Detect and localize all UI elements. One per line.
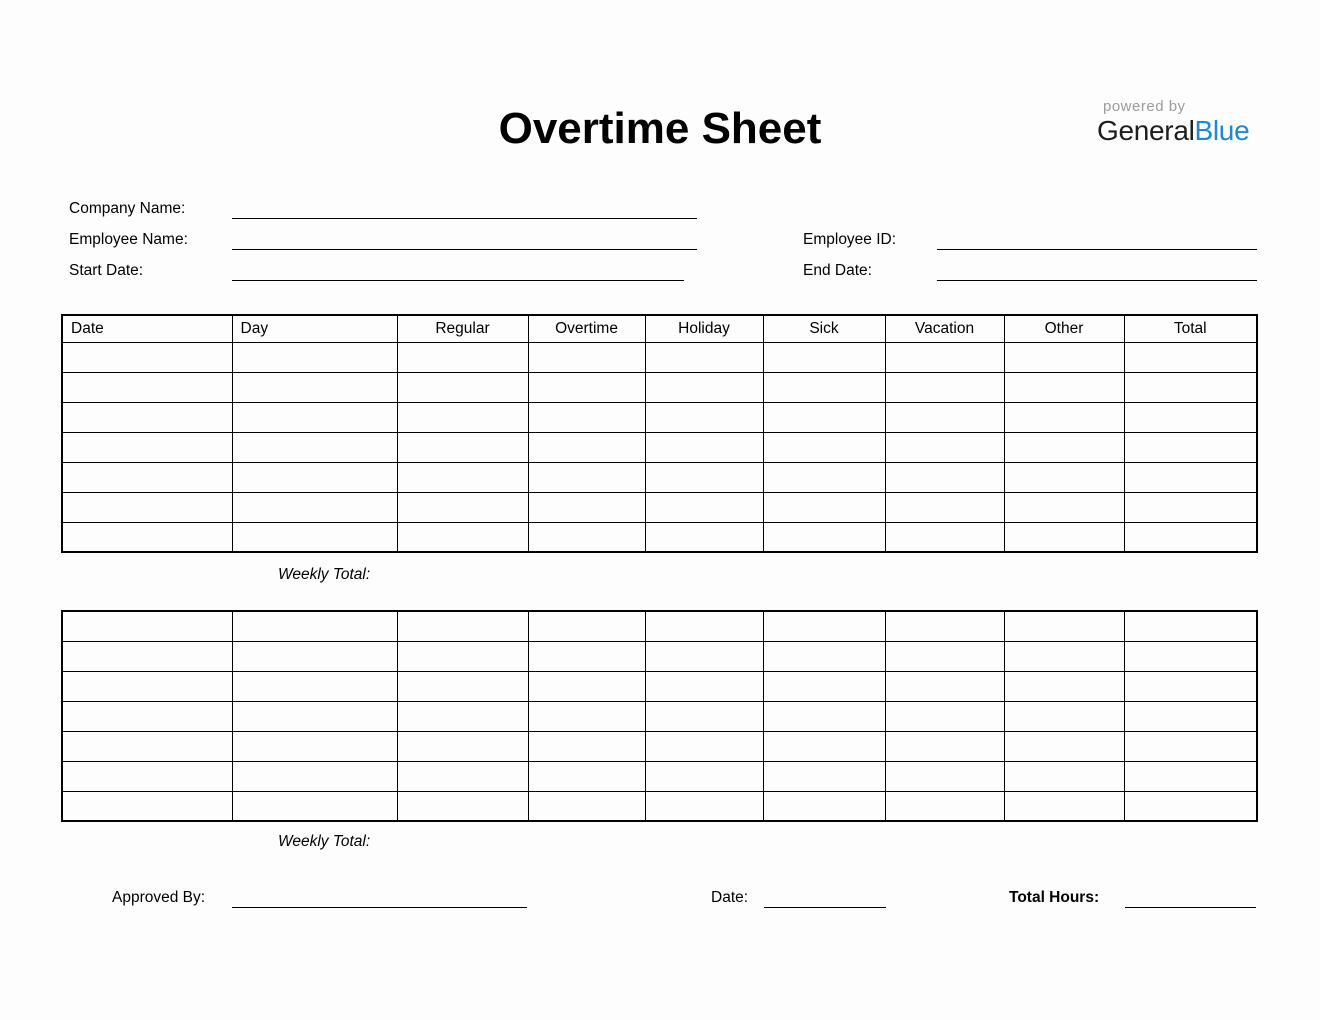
timesheet-cell[interactable] — [397, 641, 528, 671]
timesheet-cell[interactable] — [645, 372, 763, 402]
timesheet-cell[interactable] — [62, 791, 232, 821]
timesheet-cell[interactable] — [763, 611, 885, 641]
timesheet-cell[interactable] — [62, 402, 232, 432]
total-hours-label: Total Hours: — [1009, 889, 1100, 906]
timesheet-cell[interactable] — [62, 462, 232, 492]
timesheet-cell[interactable] — [528, 641, 645, 671]
start-date-input-line[interactable] — [232, 265, 684, 281]
approved-by-label: Approved By: — [112, 889, 206, 906]
timesheet-cell[interactable] — [232, 492, 397, 522]
timesheet-cell[interactable] — [1004, 671, 1124, 701]
footer-date-label: Date: — [711, 889, 749, 906]
timesheet-table-week2 — [61, 610, 1258, 822]
timesheet-cell[interactable] — [645, 701, 763, 731]
timesheet-cell[interactable] — [763, 761, 885, 791]
timesheet-cell[interactable] — [232, 611, 397, 641]
timesheet-row — [62, 342, 1257, 372]
timesheet-cell[interactable] — [397, 342, 528, 372]
timesheet-cell[interactable] — [763, 731, 885, 761]
timesheet-cell[interactable] — [62, 731, 232, 761]
timesheet-cell[interactable] — [62, 761, 232, 791]
timesheet-cell[interactable] — [1004, 731, 1124, 761]
timesheet-cell[interactable] — [397, 462, 528, 492]
timesheet-cell[interactable] — [885, 402, 1004, 432]
timesheet-cell[interactable] — [763, 791, 885, 821]
timesheet-cell[interactable] — [62, 701, 232, 731]
timesheet-cell[interactable] — [1124, 492, 1257, 522]
timesheet-row — [62, 372, 1257, 402]
timesheet-row — [62, 641, 1257, 671]
timesheet-row — [62, 701, 1257, 731]
timesheet-cell[interactable] — [232, 372, 397, 402]
timesheet-table-week1 — [61, 314, 1258, 553]
timesheet-cell[interactable] — [885, 372, 1004, 402]
timesheet-cell[interactable] — [885, 731, 1004, 761]
timesheet-cell[interactable] — [763, 671, 885, 701]
timesheet-cell[interactable] — [528, 462, 645, 492]
timesheet-cell[interactable] — [232, 791, 397, 821]
timesheet-cell[interactable] — [397, 402, 528, 432]
timesheet-row — [62, 462, 1257, 492]
timesheet-cell[interactable] — [1004, 522, 1124, 552]
timesheet-cell[interactable] — [62, 641, 232, 671]
timesheet-cell[interactable] — [645, 791, 763, 821]
employee-id-label: Employee ID: — [803, 231, 897, 248]
timesheet-cell[interactable] — [528, 791, 645, 821]
timesheet-cell[interactable] — [528, 761, 645, 791]
timesheet-cell[interactable] — [232, 462, 397, 492]
timesheet-cell[interactable] — [1124, 522, 1257, 552]
brand-name — [1097, 115, 1257, 147]
timesheet-header-row — [62, 315, 1257, 342]
timesheet-cell[interactable] — [885, 342, 1004, 372]
column-header-sick: Sick — [763, 315, 885, 342]
timesheet-cell[interactable] — [1124, 701, 1257, 731]
timesheet-cell[interactable] — [397, 701, 528, 731]
timesheet-cell[interactable] — [232, 342, 397, 372]
column-header-day: Day — [232, 315, 397, 342]
timesheet-cell[interactable] — [1004, 611, 1124, 641]
timesheet-row — [62, 522, 1257, 552]
timesheet-cell[interactable] — [1124, 402, 1257, 432]
timesheet-cell[interactable] — [528, 701, 645, 731]
timesheet-cell[interactable] — [645, 462, 763, 492]
page-title: Overtime Sheet — [498, 104, 822, 153]
timesheet-cell[interactable] — [645, 522, 763, 552]
timesheet-cell[interactable] — [232, 671, 397, 701]
timesheet-cell[interactable] — [528, 372, 645, 402]
start-date-label: Start Date: — [69, 262, 144, 279]
timesheet-cell[interactable] — [885, 611, 1004, 641]
timesheet-cell[interactable] — [62, 611, 232, 641]
timesheet-cell[interactable] — [1124, 731, 1257, 761]
timesheet-cell[interactable] — [885, 701, 1004, 731]
weekly-total-label-week2: Weekly Total: — [278, 833, 371, 850]
timesheet-cell[interactable] — [232, 432, 397, 462]
brand-general-text: General — [1097, 115, 1195, 146]
timesheet-cell[interactable] — [1004, 402, 1124, 432]
timesheet-cell[interactable] — [397, 492, 528, 522]
end-date-input-line[interactable] — [937, 265, 1257, 281]
timesheet-cell[interactable] — [232, 402, 397, 432]
timesheet-cell[interactable] — [528, 731, 645, 761]
timesheet-cell[interactable] — [1004, 492, 1124, 522]
timesheet-cell[interactable] — [645, 641, 763, 671]
timesheet-cell[interactable] — [62, 671, 232, 701]
column-header-total: Total — [1124, 315, 1257, 342]
timesheet-cell[interactable] — [763, 372, 885, 402]
timesheet-row — [62, 492, 1257, 522]
timesheet-cell[interactable] — [763, 701, 885, 731]
timesheet-cell[interactable] — [885, 671, 1004, 701]
timesheet-cell[interactable] — [397, 432, 528, 462]
timesheet-cell[interactable] — [885, 761, 1004, 791]
timesheet-cell[interactable] — [1004, 372, 1124, 402]
weekly-total-label-week1: Weekly Total: — [278, 566, 371, 583]
timesheet-cell[interactable] — [1004, 701, 1124, 731]
timesheet-cell[interactable] — [1124, 761, 1257, 791]
timesheet-cell[interactable] — [528, 522, 645, 552]
timesheet-cell[interactable] — [1124, 611, 1257, 641]
timesheet-cell[interactable] — [763, 342, 885, 372]
timesheet-cell[interactable] — [1004, 342, 1124, 372]
column-header-overtime: Overtime — [528, 315, 645, 342]
timesheet-cell[interactable] — [232, 701, 397, 731]
timesheet-cell[interactable] — [763, 402, 885, 432]
timesheet-cell[interactable] — [1124, 462, 1257, 492]
timesheet-cell[interactable] — [763, 641, 885, 671]
timesheet-cell[interactable] — [645, 671, 763, 701]
timesheet-row — [62, 432, 1257, 462]
timesheet-cell[interactable] — [645, 432, 763, 462]
column-header-other: Other — [1004, 315, 1124, 342]
timesheet-cell[interactable] — [885, 432, 1004, 462]
footer-date-input-line[interactable] — [764, 892, 886, 908]
timesheet-cell[interactable] — [763, 462, 885, 492]
timesheet-cell[interactable] — [885, 791, 1004, 821]
general-blue-logo — [1097, 98, 1257, 147]
timesheet-cell[interactable] — [1124, 372, 1257, 402]
approved-by-input-line[interactable] — [232, 892, 527, 908]
timesheet-cell[interactable] — [232, 641, 397, 671]
timesheet-cell[interactable] — [1004, 432, 1124, 462]
timesheet-cell[interactable] — [232, 522, 397, 552]
timesheet-cell[interactable] — [645, 611, 763, 641]
timesheet-row — [62, 761, 1257, 791]
timesheet-cell[interactable] — [397, 671, 528, 701]
timesheet-cell[interactable] — [62, 342, 232, 372]
total-hours-input-line[interactable] — [1125, 892, 1256, 908]
timesheet-cell[interactable] — [397, 372, 528, 402]
timesheet-cell[interactable] — [397, 731, 528, 761]
timesheet-cell[interactable] — [62, 492, 232, 522]
timesheet-cell[interactable] — [62, 372, 232, 402]
timesheet-cell[interactable] — [528, 492, 645, 522]
timesheet-cell[interactable] — [397, 522, 528, 552]
timesheet-cell[interactable] — [763, 432, 885, 462]
column-header-regular: Regular — [397, 315, 528, 342]
timesheet-cell[interactable] — [885, 462, 1004, 492]
timesheet-cell[interactable] — [1004, 761, 1124, 791]
timesheet-cell[interactable] — [62, 432, 232, 462]
timesheet-cell[interactable] — [397, 791, 528, 821]
timesheet-cell[interactable] — [1004, 641, 1124, 671]
timesheet-cell[interactable] — [763, 522, 885, 552]
timesheet-cell[interactable] — [1004, 462, 1124, 492]
column-header-date: Date — [62, 315, 232, 342]
timesheet-cell[interactable] — [232, 761, 397, 791]
timesheet-cell[interactable] — [232, 731, 397, 761]
employee-name-label: Employee Name: — [69, 231, 188, 248]
timesheet-row — [62, 611, 1257, 641]
employee-name-input-line[interactable] — [232, 234, 697, 250]
timesheet-cell[interactable] — [645, 342, 763, 372]
timesheet-row — [62, 791, 1257, 821]
timesheet-cell[interactable] — [645, 731, 763, 761]
timesheet-cell[interactable] — [763, 492, 885, 522]
timesheet-cell[interactable] — [1124, 432, 1257, 462]
timesheet-cell[interactable] — [528, 432, 645, 462]
timesheet-cell[interactable] — [645, 402, 763, 432]
powered-by-text: powered by — [1103, 98, 1186, 115]
timesheet-cell[interactable] — [885, 522, 1004, 552]
timesheet-cell[interactable] — [62, 522, 232, 552]
timesheet-cell[interactable] — [528, 402, 645, 432]
company-name-input-line[interactable] — [232, 203, 697, 219]
company-name-label: Company Name: — [69, 200, 186, 217]
timesheet-cell[interactable] — [528, 671, 645, 701]
timesheet-cell[interactable] — [1124, 342, 1257, 372]
timesheet-cell[interactable] — [885, 641, 1004, 671]
timesheet-cell[interactable] — [885, 492, 1004, 522]
timesheet-cell[interactable] — [1124, 671, 1257, 701]
timesheet-cell[interactable] — [645, 492, 763, 522]
timesheet-cell[interactable] — [1124, 641, 1257, 671]
brand-blue-text: Blue — [1194, 115, 1250, 146]
timesheet-cell[interactable] — [397, 611, 528, 641]
timesheet-cell[interactable] — [1004, 791, 1124, 821]
timesheet-cell[interactable] — [528, 611, 645, 641]
timesheet-row — [62, 402, 1257, 432]
timesheet-row — [62, 731, 1257, 761]
timesheet-cell[interactable] — [645, 761, 763, 791]
employee-id-input-line[interactable] — [937, 234, 1257, 250]
end-date-label: End Date: — [803, 262, 872, 279]
timesheet-cell[interactable] — [1124, 791, 1257, 821]
timesheet-row — [62, 671, 1257, 701]
column-header-vacation: Vacation — [885, 315, 1004, 342]
column-header-holiday: Holiday — [645, 315, 763, 342]
timesheet-cell[interactable] — [397, 761, 528, 791]
timesheet-cell[interactable] — [528, 342, 645, 372]
